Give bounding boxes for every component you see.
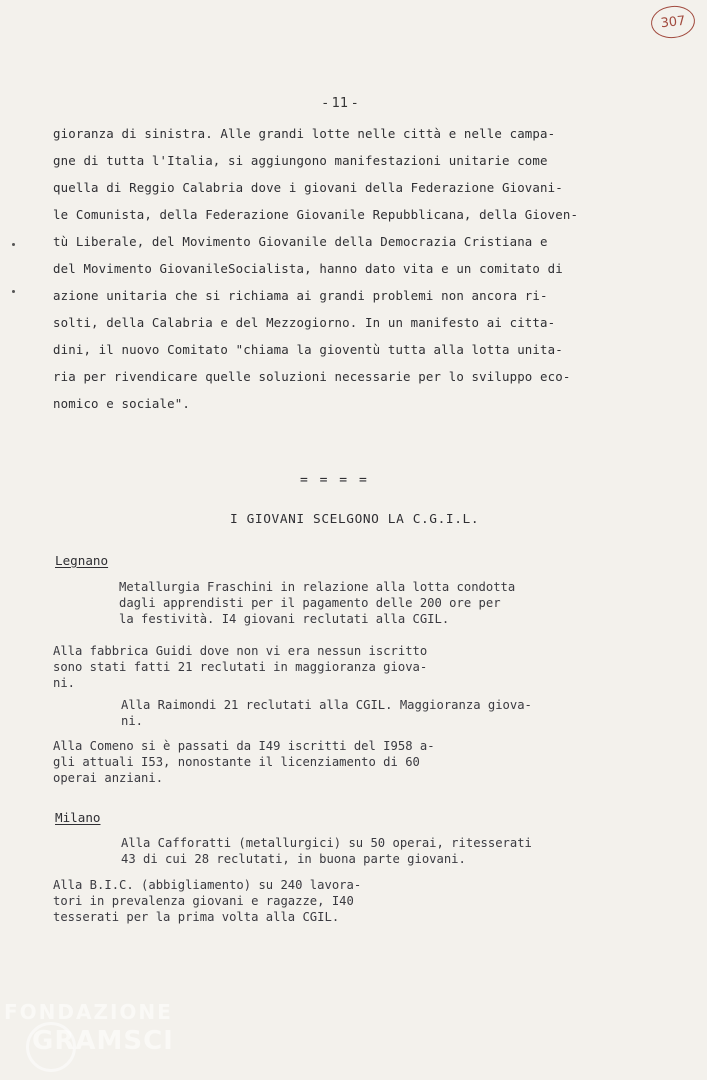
entry-comeno: Alla Comeno si è passati da I49 iscritti del I958 a- gli attuali I53, nonostante il licenziamento di 60 operai anziani. bbox=[53, 739, 435, 785]
watermark-line1: FONDAZIONE bbox=[4, 1000, 173, 1024]
paragraph-line: del Movimento GiovanileSocialista, hanno dato vita e un comitato di bbox=[53, 261, 563, 276]
paragraph-line: dini, il nuovo Comitato "chiama la gioventù tutta alla lotta unita- bbox=[53, 342, 563, 357]
paragraph-line: gioranza di sinistra. Alle grandi lotte nelle città e nelle campa- bbox=[53, 126, 556, 141]
entry-bic: Alla B.I.C. (abbigliamento) su 240 lavora- tori in prevalenza giovani e ragazze, I40 tesserati per la prima volta alla CGIL. bbox=[53, 878, 362, 924]
paragraph-line: le Comunista, della Federazione Giovanile Repubblicana, della Gioven- bbox=[53, 207, 579, 222]
section-heading: I GIOVANI SCELGONO LA C.G.I.L. bbox=[230, 512, 480, 527]
section-title-milano: Milano bbox=[55, 810, 101, 825]
page-number: - 11 - bbox=[322, 96, 358, 111]
section-title-legnano: Legnano bbox=[55, 553, 109, 568]
entry-raimondi: Alla Raimondi 21 reclutati alla CGIL. Maggioranza giova- ni. bbox=[121, 698, 532, 728]
fondazione-watermark bbox=[0, 1000, 220, 1075]
archive-stamp: 307 bbox=[649, 4, 696, 40]
paragraph-line: quella di Reggio Calabria dove i giovani della Federazione Giovani- bbox=[53, 180, 563, 195]
paragraph-line: gne di tutta l'Italia, si aggiungono manifestazioni unitarie come bbox=[53, 153, 548, 168]
entry-guidi: Alla fabbrica Guidi dove non vi era nessun iscritto sono stati fatti 21 reclutati in maggioranza giova- ni. bbox=[53, 644, 428, 690]
paragraph-line: tù Liberale, del Movimento Giovanile della Democrazia Cristiana e bbox=[53, 234, 548, 249]
paragraph-line: ria per rivendicare quelle soluzioni necessarie per lo sviluppo eco- bbox=[53, 369, 571, 384]
paragraph-line: nomico e sociale". bbox=[53, 396, 190, 411]
entry-cafforatti: Alla Cafforatti (metallurgici) su 50 operai, ritesserati 43 di cui 28 reclutati, in buona parte giovani. bbox=[121, 836, 532, 866]
entry-fraschini: Metallurgia Fraschini in relazione alla lotta condotta dagli apprendisti per il pagamento delle 200 ore per la festività. I4 giovani reclutati alla CGIL. bbox=[119, 580, 516, 626]
paragraph-line: azione unitaria che si richiama ai grandi problemi non ancora ri- bbox=[53, 288, 548, 303]
paragraph-line: solti, della Calabria e del Mezzogiorno. In un manifesto ai citta- bbox=[53, 315, 556, 330]
margin-mark bbox=[12, 290, 15, 293]
section-separator: = = = = bbox=[300, 473, 369, 488]
margin-mark bbox=[12, 243, 15, 246]
watermark-line2: GRAMSCI bbox=[32, 1026, 174, 1056]
